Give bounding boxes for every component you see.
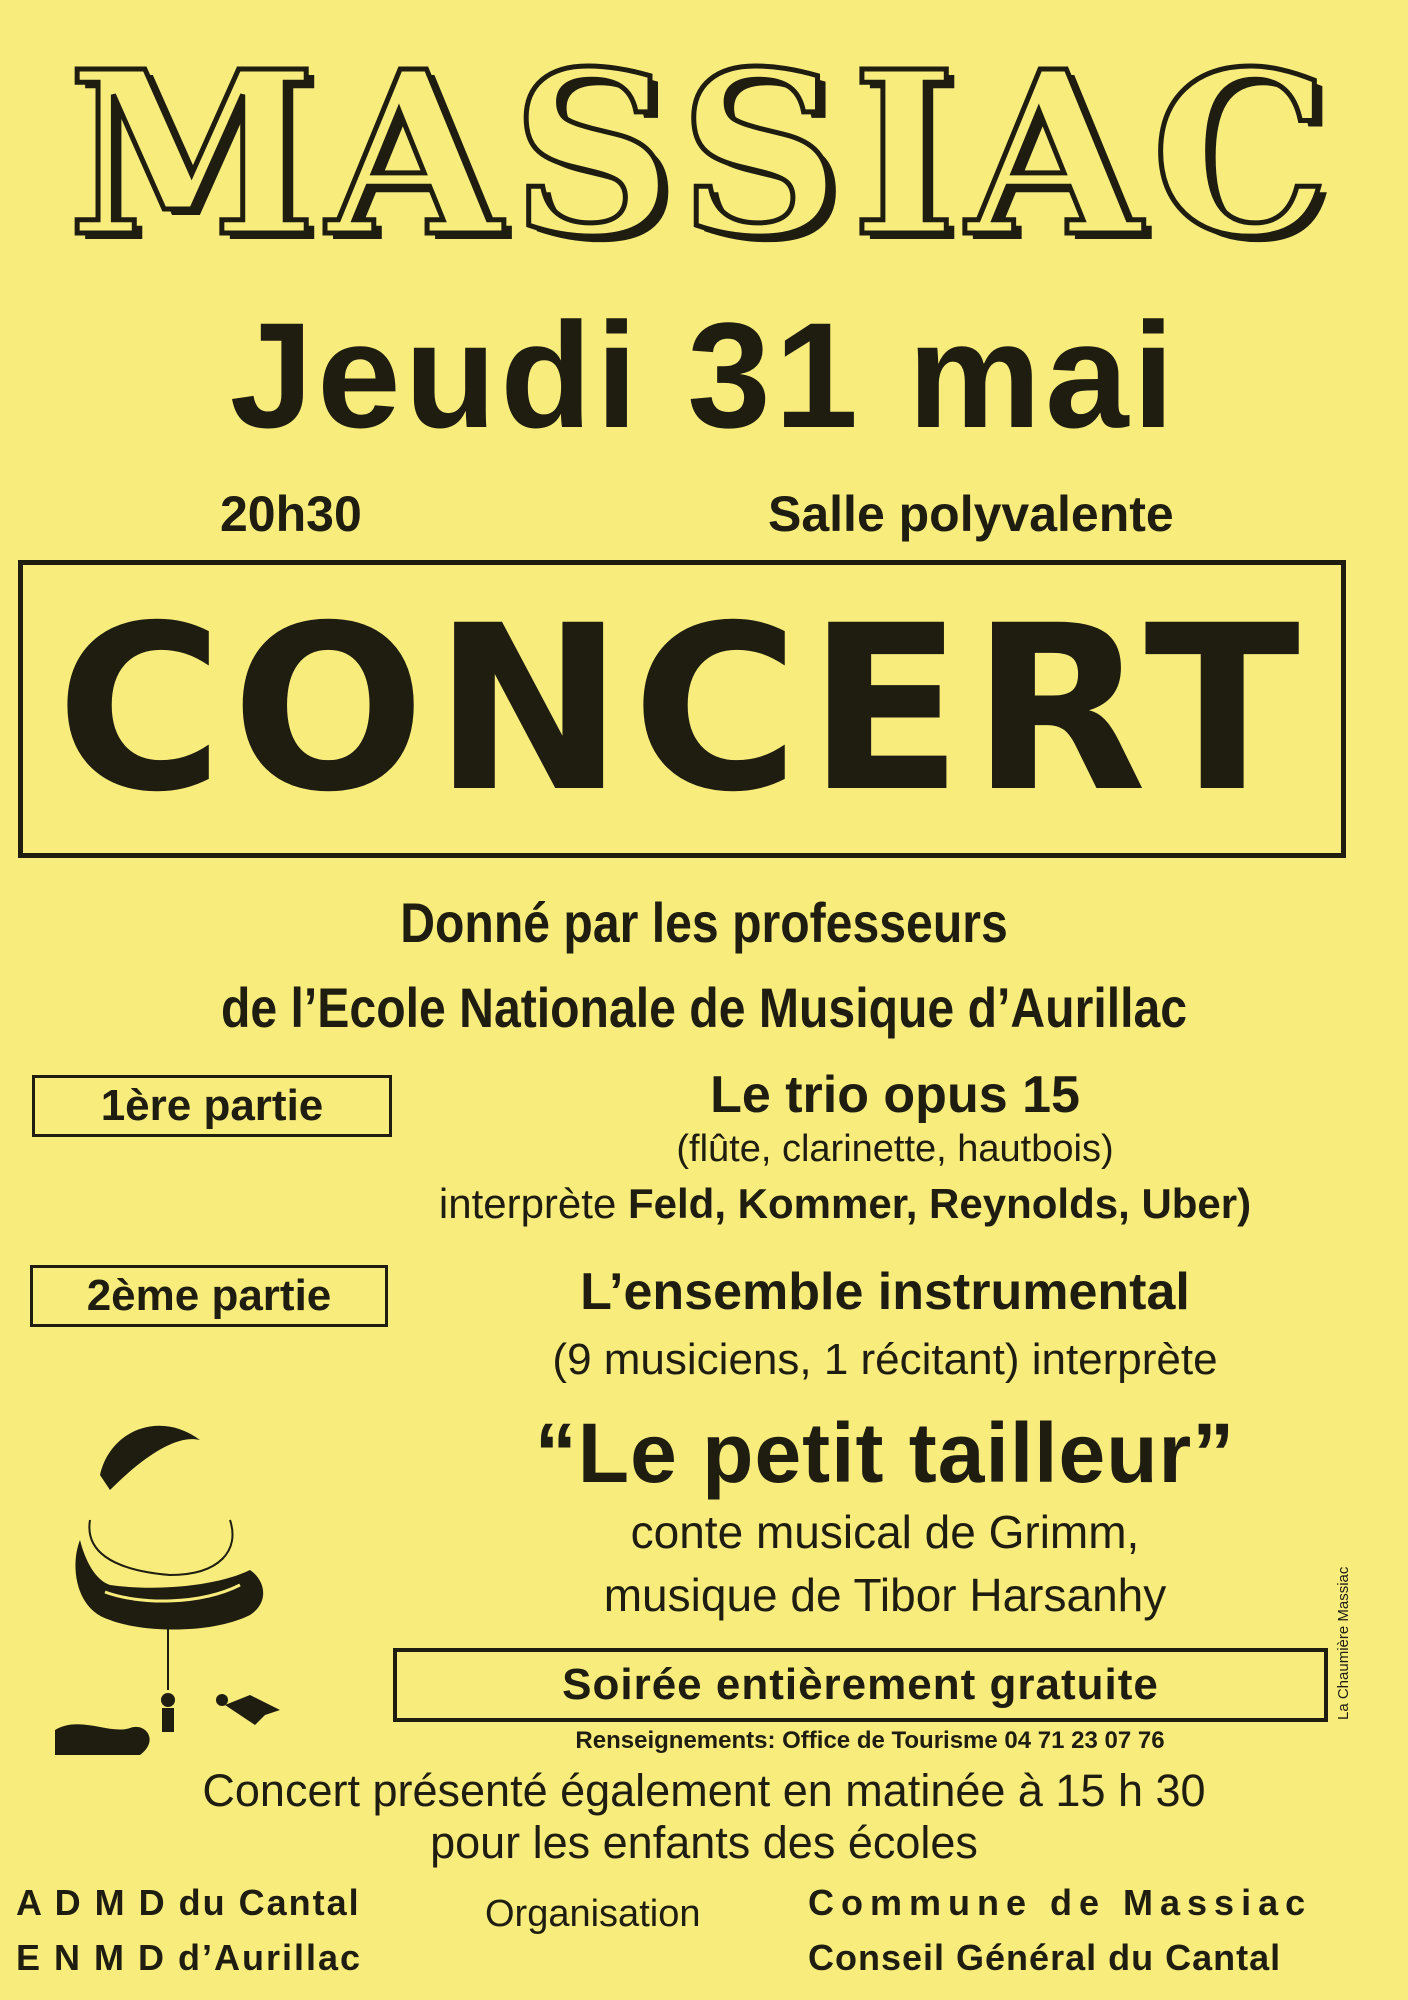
part1-instruments: (flûte, clarinette, hautbois) — [676, 1128, 1114, 1170]
town-title: MASSIAC — [67, 23, 1341, 287]
part2-subtitle: (9 musiciens, 1 récitant) interprète — [552, 1335, 1218, 1384]
free-entry-banner: Soirée entièrement gratuite — [393, 1648, 1328, 1722]
work-description-2: musique de Tibor Harsanhy — [603, 1569, 1167, 1621]
info-line: Renseignements: Office de Tourisme 04 71 23 07 76 — [575, 1727, 1165, 1754]
organizer-conseil: Conseil Général du Cantal — [808, 1937, 1282, 1978]
part1-title: Le trio opus 15 — [710, 1066, 1080, 1124]
event-time: 20h30 — [220, 486, 362, 542]
tailor-illustration — [50, 1370, 340, 1760]
part1-performers — [340, 1180, 1350, 1228]
concert-title: CONCERT — [56, 576, 1308, 842]
event-date: Jeudi 31 mai — [229, 291, 1179, 459]
work-description-1: conte musical de Grimm, — [630, 1506, 1140, 1558]
part2-title: L’ensemble instrumental — [580, 1263, 1190, 1321]
part1-label: 1ère partie — [32, 1075, 392, 1137]
organisation-label: Organisation — [485, 1893, 701, 1935]
organizer-admd: A D M D du Cantal — [16, 1882, 361, 1923]
event-venue: Salle polyvalente — [768, 486, 1174, 542]
organizer-enmd: E N M D d’Aurillac — [16, 1937, 363, 1978]
matinee-line1: Concert présenté également en matinée à 15 h 30 — [202, 1765, 1206, 1816]
work-title: “Le petit tailleur” — [534, 1406, 1236, 1500]
printer-credit: La Chaumière Massiac — [1335, 1566, 1352, 1720]
organizers-right — [808, 1875, 1312, 1985]
organizers-left — [16, 1875, 362, 1985]
given-by-line2: de l’Ecole Nationale de Musique d’Aurillac — [220, 976, 1188, 1039]
part1-composers: Feld, Kommer, Reynolds, Uber) — [627, 1180, 1252, 1227]
organizer-commune: Commune de Massiac — [808, 1882, 1313, 1923]
part1-plays-prefix: interprète — [438, 1180, 617, 1227]
part2-label: 2ème partie — [30, 1265, 388, 1327]
matinee-line2: pour les enfants des écoles — [430, 1817, 978, 1868]
given-by-line1: Donné par les professeurs — [400, 891, 1008, 954]
